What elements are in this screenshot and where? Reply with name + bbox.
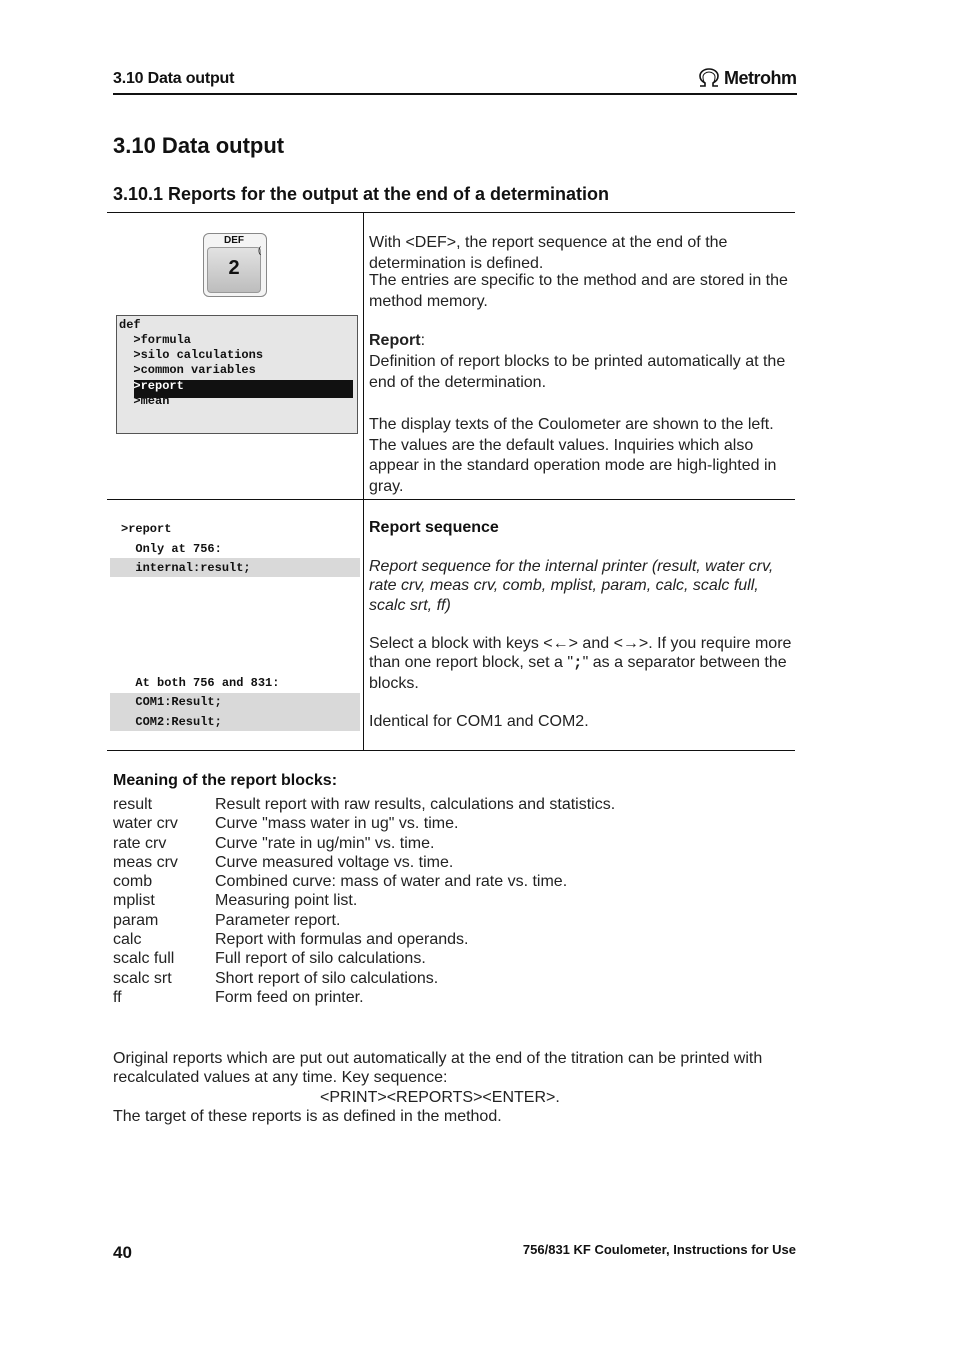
brand-name: Metrohm <box>724 67 797 88</box>
definition-term: ff <box>113 988 122 1006</box>
def-key-number: 2 <box>228 257 240 279</box>
display-line: def <box>119 318 141 332</box>
display-line: >common variables <box>119 363 256 377</box>
definition-row <box>113 834 793 853</box>
definition-term: mplist <box>113 892 155 910</box>
def-key-label: DEF <box>224 235 244 246</box>
table-column-divider <box>363 212 364 750</box>
definition-term: scalc full <box>113 950 175 968</box>
identical-note: Identical for COM1 and COM2. <box>369 713 589 730</box>
definition-desc: Parameter report. <box>215 911 341 929</box>
definition-term: result <box>113 796 153 813</box>
report-colon: : <box>420 332 426 349</box>
brand-logo <box>697 66 797 90</box>
semicolon-glyph: ; <box>573 654 583 673</box>
page-number: 40 <box>113 1243 132 1262</box>
report-sequence-italic: Report sequence for the internal printer (result, water crv, rate crv, meas crv, comb, mplist, param, calc, scalc full, scalc srt, ff) <box>369 558 774 614</box>
table-middle-rule <box>107 499 795 500</box>
definition-row <box>113 872 793 891</box>
internal-result-setting: internal:result; <box>121 561 251 575</box>
select-block-paragraph <box>369 634 793 693</box>
only-at-756-label: Only at 756: <box>121 542 222 556</box>
header-rule <box>113 93 797 95</box>
definition-row <box>113 814 793 833</box>
meaning-title: Meaning of the report blocks: <box>113 772 338 789</box>
definition-desc: Curve "mass water in ug" vs. time. <box>215 815 459 833</box>
definition-term: rate crv <box>113 834 167 852</box>
def-key-paren: ( <box>258 245 261 255</box>
display-line: >formula <box>119 333 192 347</box>
both-devices-label: At both 756 and 831: <box>121 676 280 690</box>
com2-result-setting: COM2:Result; <box>121 715 222 729</box>
intro-paragraph: With <DEF>, the report sequence at the end of the determination is defined. <box>369 234 728 272</box>
select-block-text: Select a block with keys <←> and <→>. If you require more than one report block, set a " <box>369 635 792 672</box>
report-sequence-title: Report sequence <box>369 519 499 536</box>
report-menu-title: >report <box>121 522 172 536</box>
com1-result-setting: COM1:Result; <box>121 695 222 709</box>
omega-icon <box>697 68 721 88</box>
definition-desc: Measuring point list. <box>215 892 358 910</box>
report-label: Report <box>369 332 421 349</box>
definition-row <box>113 795 793 814</box>
storage-paragraph: The entries are specific to the method and are stored in the method memory. <box>369 272 788 310</box>
definition-desc: Short report of silo calculations. <box>215 969 439 987</box>
definition-term: param <box>113 911 159 929</box>
definition-row <box>113 891 793 910</box>
subsection-heading: 3.10.1 Reports for the output at the end of a determination <box>113 184 610 204</box>
definition-row <box>113 988 793 1007</box>
definition-desc: Combined curve: mass of water and rate vs. time. <box>215 873 568 891</box>
closing-paragraph: Original reports which are put out automatically at the end of the titration can be printed with recalculated values at any time. Key sequence: <box>113 1050 763 1087</box>
report-definition: Definition of report blocks to be printed automatically at the end of the determination. <box>369 353 786 391</box>
separator-text: " as a separator between the blocks. <box>369 654 787 692</box>
definition-term: scalc srt <box>113 969 172 987</box>
definition-row <box>113 853 793 872</box>
definition-desc: Curve measured voltage vs. time. <box>215 853 454 871</box>
definition-desc: Full report of silo calculations. <box>215 950 426 968</box>
table-bottom-rule <box>107 750 795 751</box>
definition-desc: Result report with raw results, calculations and statistics. <box>215 796 616 813</box>
definition-desc: Form feed on printer. <box>215 988 364 1006</box>
definition-desc: Curve "rate in ug/min" vs. time. <box>215 834 435 852</box>
definition-term: comb <box>113 873 153 891</box>
definition-row <box>113 949 793 968</box>
definition-row <box>113 911 793 930</box>
display-line: >mean <box>119 394 170 408</box>
definition-term: calc <box>113 931 142 949</box>
running-header: 3.10 Data output <box>113 70 235 87</box>
display-line-highlighted: >report <box>119 379 184 393</box>
closing-target-note: The target of these reports is as defined in the method. <box>113 1108 502 1125</box>
section-heading: 3.10 Data output <box>113 133 285 158</box>
definition-list <box>113 795 793 1007</box>
display-texts-note: The display texts of the Coulometer are shown to the left. The values are the default values. Inquiries which also appear in the standard operation mode are high-lighted in gray. <box>369 416 777 495</box>
definition-term: meas crv <box>113 853 178 871</box>
table-top-rule <box>107 212 795 213</box>
definition-desc: Report with formulas and operands. <box>215 931 469 949</box>
definition-term: water crv <box>113 815 178 833</box>
def-key <box>203 233 267 297</box>
definition-row <box>113 930 793 949</box>
key-sequence: <PRINT><REPORTS><ENTER>. <box>320 1089 560 1106</box>
report-label-line <box>369 331 793 352</box>
device-display <box>116 315 358 434</box>
definition-row <box>113 969 793 988</box>
document-title: 756/831 KF Coulometer, Instructions for Use <box>522 1242 796 1257</box>
display-line: >silo calculations <box>119 348 264 362</box>
